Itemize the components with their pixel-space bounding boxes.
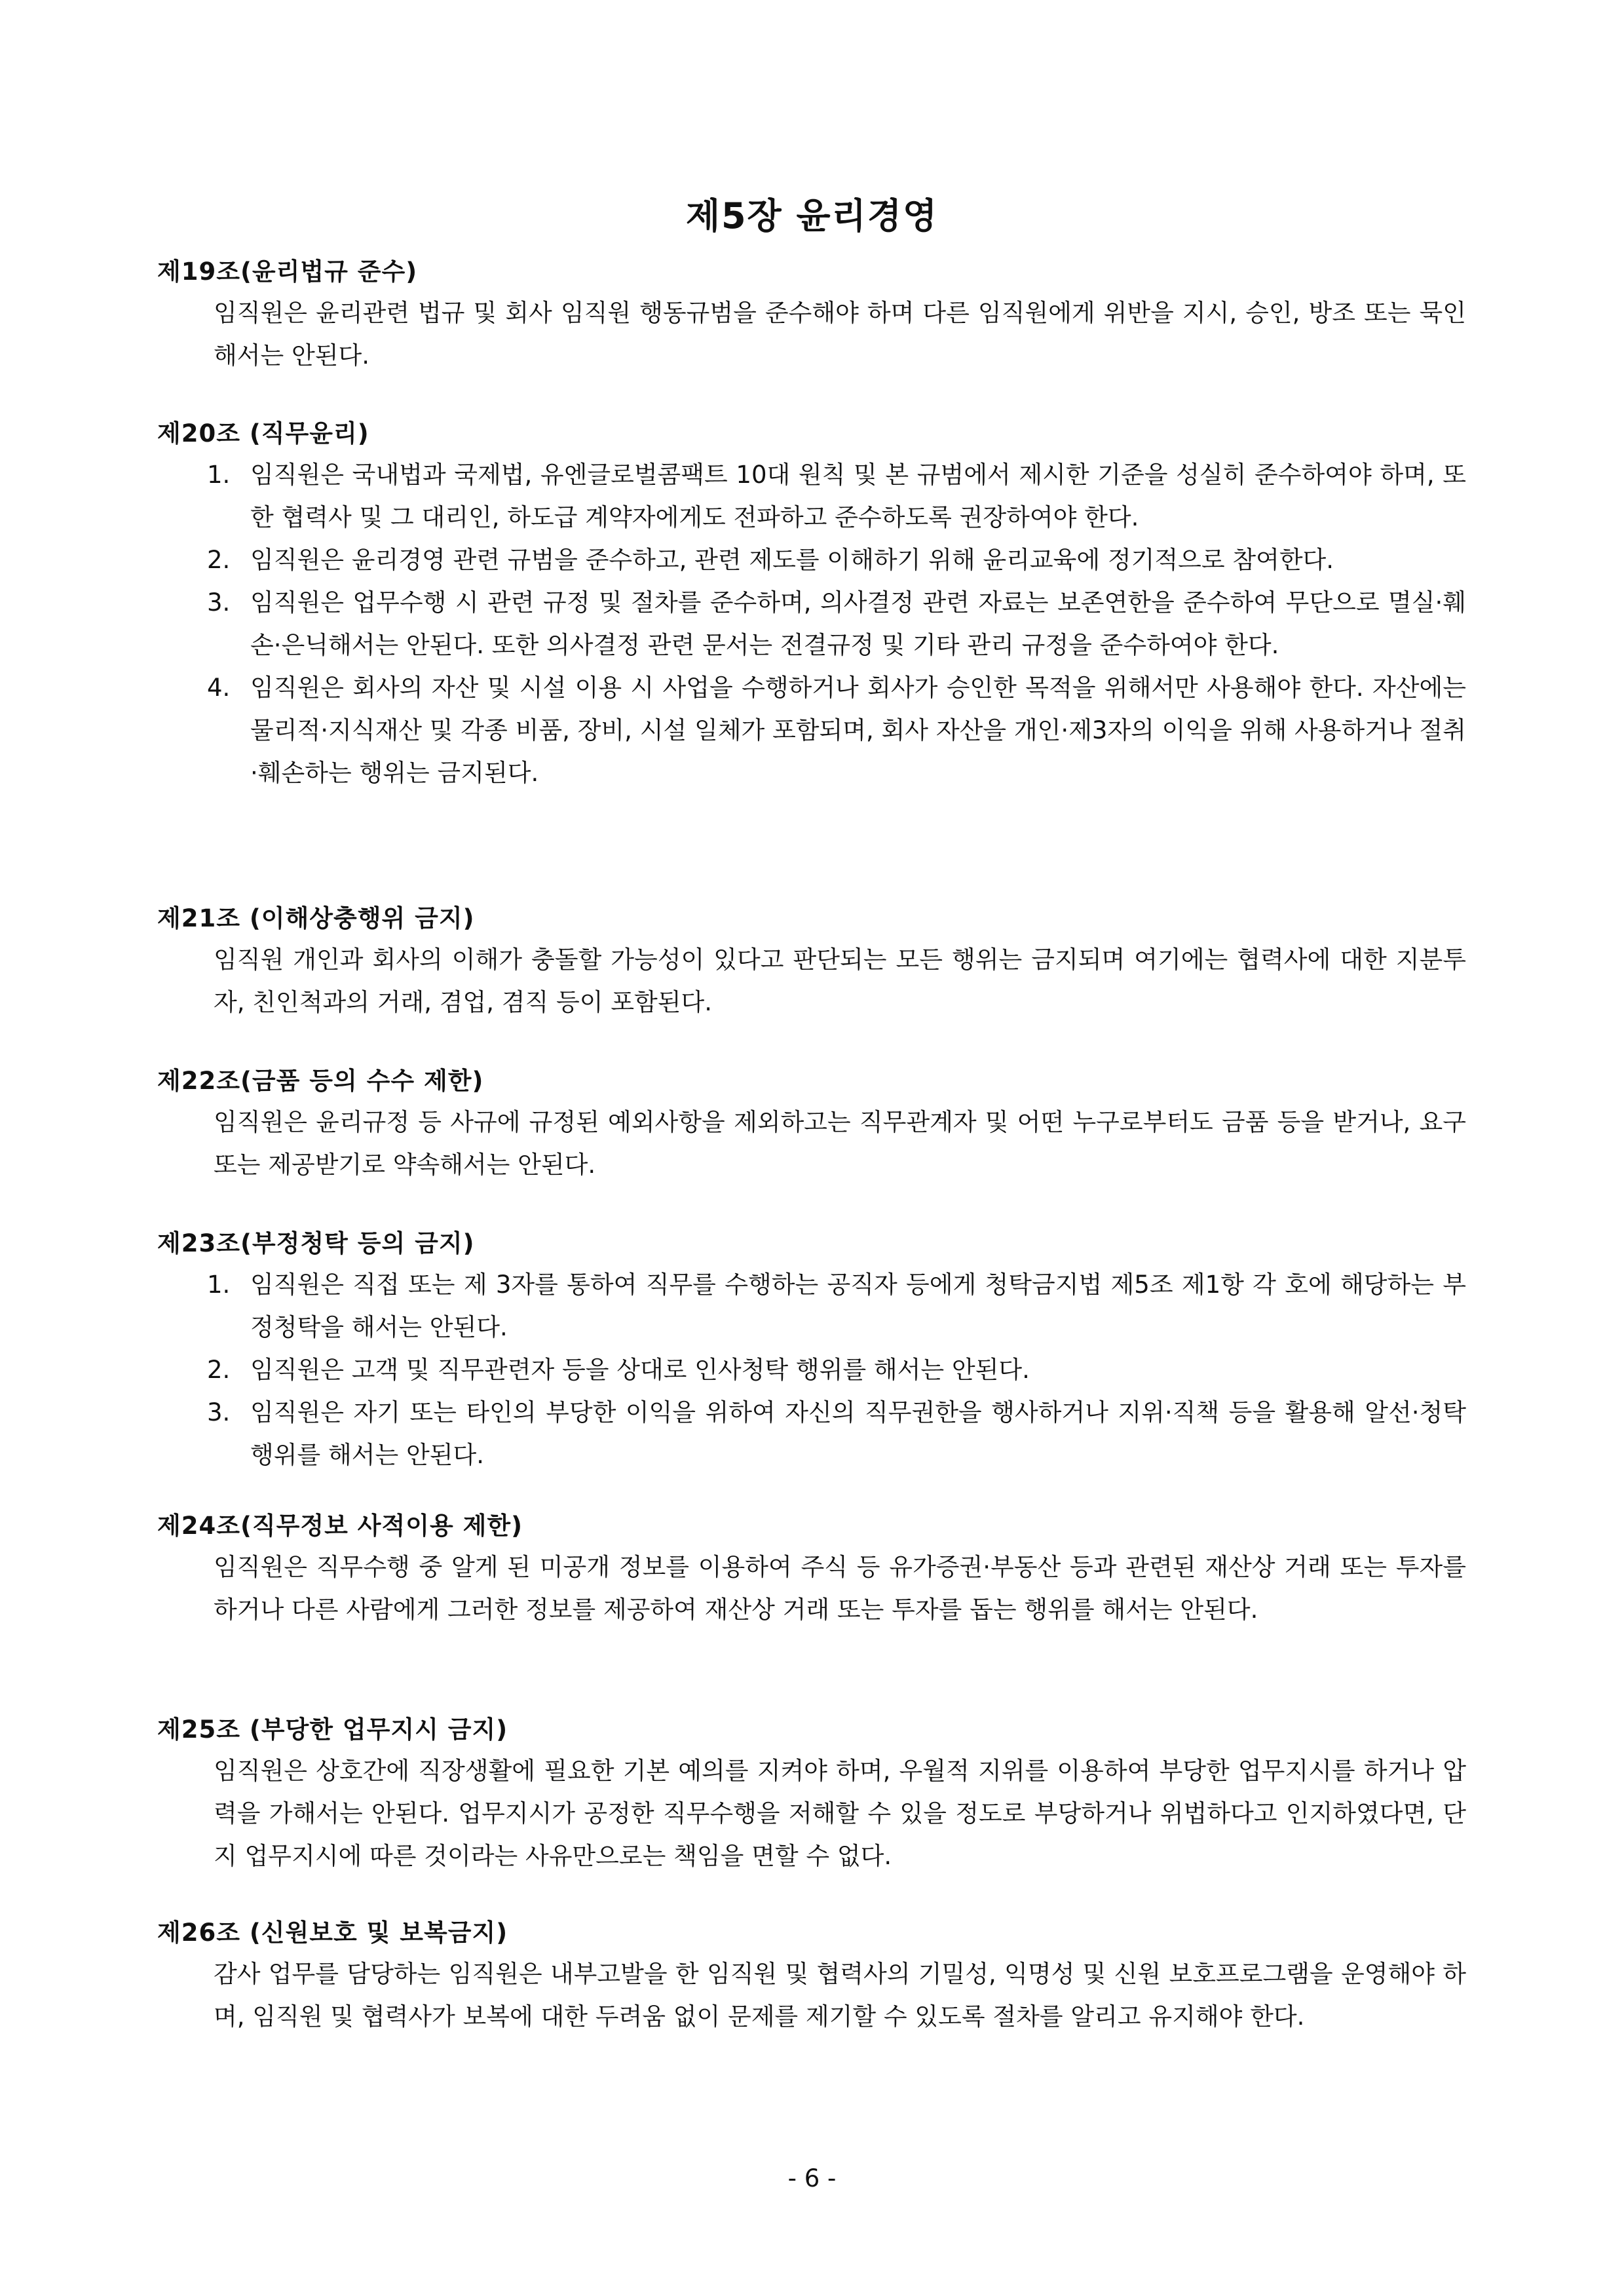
article-heading: 제21조 (이해상충행위 금지) bbox=[157, 904, 475, 932]
item-text: 임직원은 윤리경영 관련 규범을 준수하고, 관련 제도를 이해하기 위해 윤리교육에 정기적으로 참여한다. bbox=[250, 546, 1334, 574]
article-heading: 제26조 (신원보호 및 보복금지) bbox=[157, 1919, 508, 1947]
article-heading: 제25조 (부당한 업무지시 금지) bbox=[157, 1715, 508, 1744]
list-item bbox=[207, 453, 1466, 539]
item-text: 임직원은 업무수행 시 관련 규정 및 절차를 준수하며, 의사결정 관련 자료는 보존연한을 준수하여 무단으로 멸실·훼손·은닉해서는 안된다. 또한 의사결정 관련 문서는 전결규정 및 기타 관리 규정을 준수하여야 한다. bbox=[250, 588, 1466, 659]
article-body: 임직원은 윤리규정 등 사규에 규정된 예외사항을 제외하고는 직무관계자 및 어떤 누구로부터도 금품 등을 받거나, 요구 또는 제공받기로 약속해서는 안된다. bbox=[214, 1108, 1466, 1179]
article-25 bbox=[157, 1710, 1467, 1877]
item-number: 3. bbox=[207, 588, 231, 617]
article-21 bbox=[157, 899, 1467, 1024]
article-body: 임직원은 직무수행 중 알게 된 미공개 정보를 이용하여 주식 등 유가증권·부동산 등과 관련된 재산상 거래 또는 투자를 하거나 다른 사람에게 그러한 정보를 제공하여 재산상 거래 또는 투자를 돕는 행위를 해서는 안된다. bbox=[214, 1553, 1466, 1624]
article-heading: 제23조(부정청탁 등의 금지) bbox=[157, 1229, 475, 1257]
article-heading: 제24조(직무정보 사적이용 제한) bbox=[157, 1512, 523, 1540]
page-number: - 6 - bbox=[787, 2164, 837, 2192]
item-text: 임직원은 직접 또는 제 3자를 통하여 직무를 수행하는 공직자 등에게 청탁금지법 제5조 제1항 각 호에 해당하는 부정청탁을 해서는 안된다. bbox=[250, 1271, 1466, 1341]
list-item bbox=[207, 1349, 1466, 1391]
article-heading: 제19조(윤리법규 준수) bbox=[157, 258, 418, 286]
item-number: 1. bbox=[207, 1271, 231, 1299]
list-item bbox=[207, 666, 1466, 794]
article-item-list bbox=[157, 453, 1467, 794]
article-body: 임직원은 상호간에 직장생활에 필요한 기본 예의를 지켜야 하며, 우월적 지위를 이용하여 부당한 업무지시를 하거나 압력을 가해서는 안된다. 업무지시가 공정한 직무수행을 저해할 수 있을 정도로 부당하거나 위법하다고 인지하였다면, 단지 업무지시에 따른 것이라는 사유만으로는 책임을 면할 수 없다. bbox=[214, 1757, 1466, 1870]
article-item-list bbox=[157, 1263, 1467, 1476]
article-heading: 제22조(금품 등의 수수 제한) bbox=[157, 1067, 484, 1095]
item-text: 임직원은 회사의 자산 및 시설 이용 시 사업을 수행하거나 회사가 승인한 목적을 위해서만 사용해야 한다. 자산에는 물리적·지식재산 및 각종 비품, 장비, 시설 일체가 포함되며, 회사 자산을 개인·제3자의 이익을 위해 사용하거나 절취·훼손하는 행위는 금지된다. bbox=[250, 674, 1466, 787]
item-number: 1. bbox=[207, 461, 231, 489]
chapter-title: 제5장 윤리경영 bbox=[685, 195, 939, 237]
item-number: 4. bbox=[207, 674, 231, 702]
list-item bbox=[207, 1263, 1466, 1349]
article-23 bbox=[157, 1224, 1467, 1476]
list-item bbox=[207, 581, 1466, 666]
article-20 bbox=[157, 414, 1467, 794]
article-22 bbox=[157, 1062, 1467, 1186]
article-body: 임직원 개인과 회사의 이해가 충돌할 가능성이 있다고 판단되는 모든 행위는 금지되며 여기에는 협력사에 대한 지분투자, 친인척과의 거래, 겸업, 겸직 등이 포함된다. bbox=[214, 946, 1466, 1016]
item-number: 2. bbox=[207, 1356, 231, 1384]
item-number: 3. bbox=[207, 1398, 231, 1426]
list-item bbox=[207, 539, 1466, 581]
item-text: 임직원은 자기 또는 타인의 부당한 이익을 위하여 자신의 직무권한을 행사하거나 지위·직책 등을 활용해 알선·청탁 행위를 해서는 안된다. bbox=[250, 1398, 1466, 1469]
item-text: 임직원은 국내법과 국제법, 유엔글로벌콤팩트 10대 원칙 및 본 규범에서 제시한 기준을 성실히 준수하여야 하며, 또한 협력사 및 그 대리인, 하도급 계약자에게도 전파하고 준수하도록 권장하여야 한다. bbox=[250, 461, 1466, 531]
article-body: 임직원은 윤리관련 법규 및 회사 임직원 행동규범을 준수해야 하며 다른 임직원에게 위반을 지시, 승인, 방조 또는 묵인해서는 안된다. bbox=[214, 299, 1466, 370]
article-19 bbox=[157, 252, 1467, 377]
item-text: 임직원은 고객 및 직무관련자 등을 상대로 인사청탁 행위를 해서는 안된다. bbox=[250, 1356, 1030, 1384]
article-body: 감사 업무를 담당하는 임직원은 내부고발을 한 임직원 및 협력사의 기밀성, 익명성 및 신원 보호프로그램을 운영해야 하며, 임직원 및 협력사가 보복에 대한 두려움 없이 문제를 제기할 수 있도록 절차를 알리고 유지해야 한다. bbox=[214, 1960, 1466, 2031]
article-26 bbox=[157, 1913, 1467, 2038]
item-number: 2. bbox=[207, 546, 231, 574]
list-item bbox=[207, 1391, 1466, 1476]
article-heading: 제20조 (직무윤리) bbox=[157, 419, 369, 448]
article-24 bbox=[157, 1506, 1467, 1631]
